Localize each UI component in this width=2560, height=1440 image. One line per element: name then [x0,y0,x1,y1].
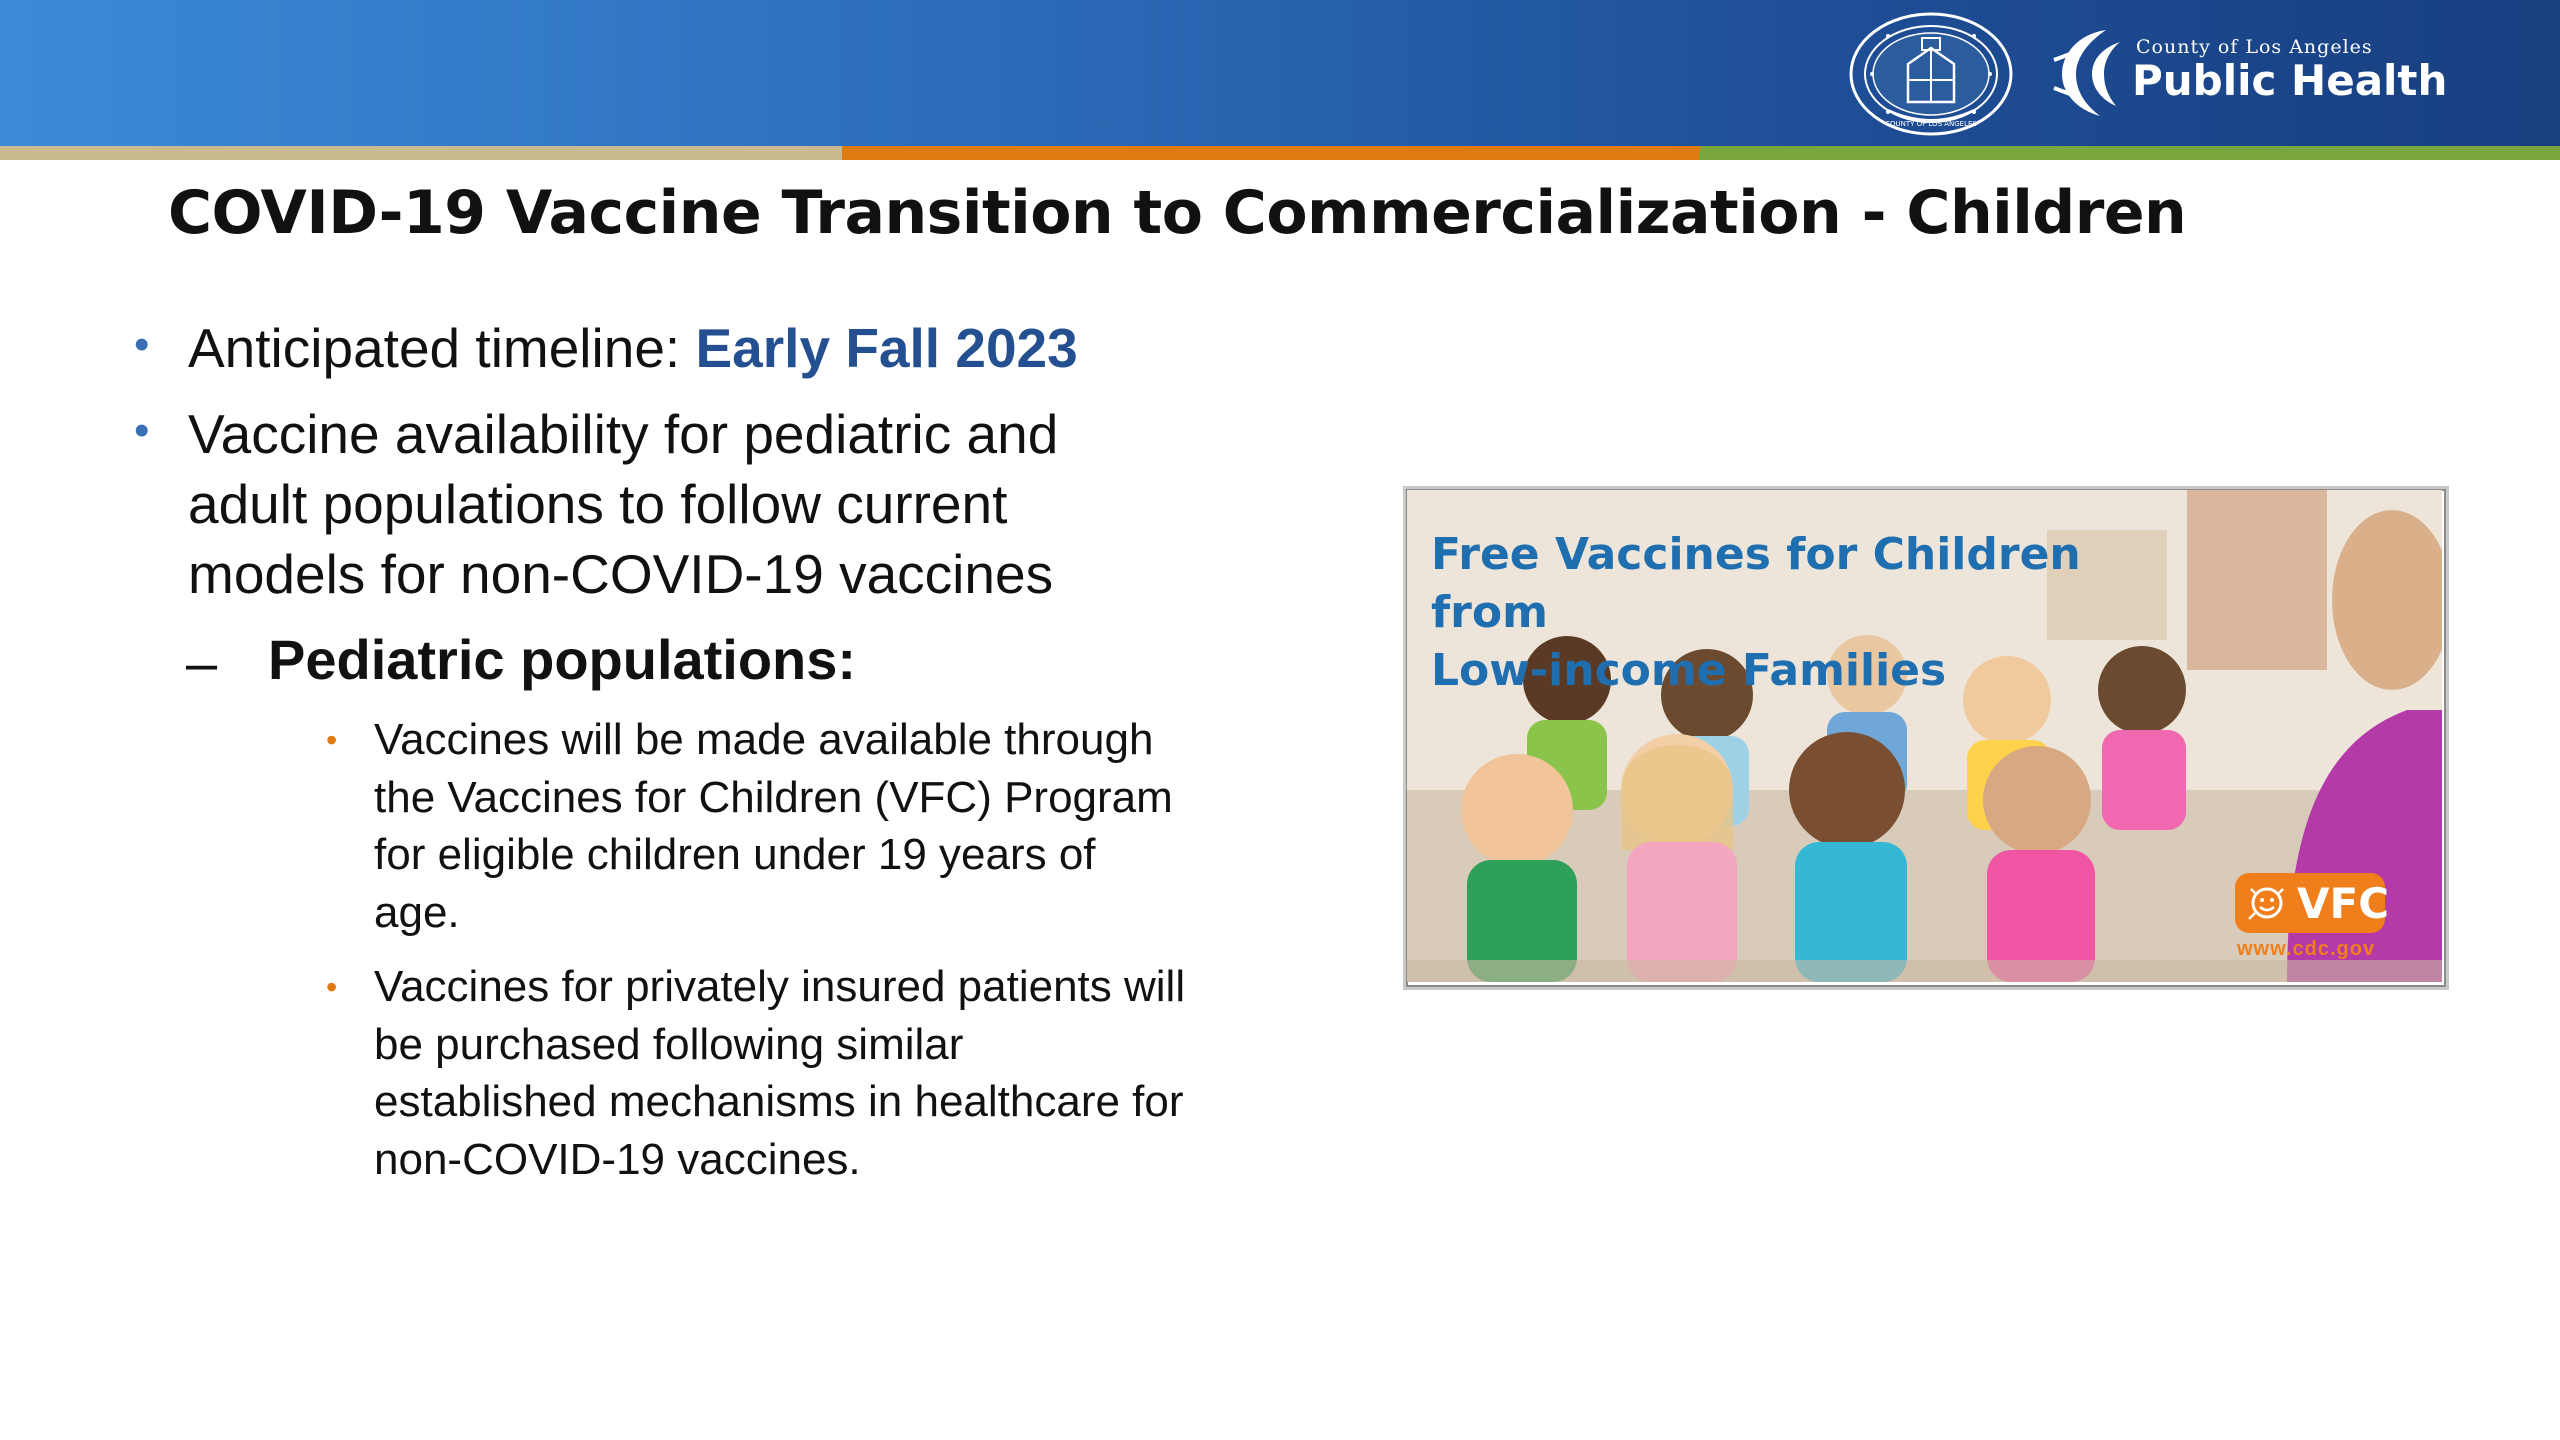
insured-line: established mechanisms in healthcare for [374,1077,1184,1126]
vfc-children-photo [1407,490,2442,982]
insured-line: non-COVID-19 vaccines. [374,1134,861,1184]
bullet-dot: • [134,406,150,455]
caption-line: Low-income Families [1431,645,1947,696]
sub-bullet-dot: • [326,722,338,758]
seal-text: COUNTY OF LOS ANGELES [1885,120,1977,128]
public-health-logo [2048,24,2448,122]
vfc-badge [2235,873,2390,933]
vfc-line: age. [374,887,460,937]
accent-stripe-orange [842,146,1700,160]
public-health-mark-icon [2048,24,2128,122]
org-name: Public Health [2132,56,2448,105]
sub-bullet-dot: • [326,969,338,1005]
vfc-line: Vaccines will be made available through [374,715,1154,764]
bullet-dot: • [134,320,150,369]
accent-stripe-green [1700,146,2560,160]
insured-bullet [374,958,1274,1188]
insured-line: be purchased following similar [374,1019,964,1069]
insured-line: Vaccines for privately insured patients will [374,962,1186,1011]
dash-marker: – [186,631,218,694]
accent-stripe-tan [0,146,842,160]
county-label: County of Los Angeles [2136,36,2373,58]
timeline-value: Early Fall 2023 [695,317,1078,379]
vfc-line: for eligible children under 19 years of [374,830,1096,879]
vfc-badge-label: VFC [2297,879,2390,928]
pediatric-heading: Pediatric populations: [268,628,857,691]
slide-title: COVID-19 Vaccine Transition to Commercialization - Children [168,178,2187,248]
caption-line: Free Vaccines for Children from [1431,529,2081,638]
availability-bullet [188,399,1308,609]
availability-line: Vaccine availability for pediatric and [188,403,1059,465]
timeline-label: Anticipated timeline: [188,317,696,379]
photo-caption [1431,526,2191,700]
timeline-bullet [188,313,1308,383]
availability-line: adult populations to follow current [188,473,1008,535]
availability-line: models for non-COVID-19 vaccines [188,543,1054,605]
vfc-bullet [374,711,1274,941]
vfc-smiley-icon [2245,883,2289,923]
vfc-url: www.cdc.gov [2237,938,2376,960]
vfc-line: the Vaccines for Children (VFC) Program [374,772,1173,822]
county-seal-icon [1848,12,2014,136]
